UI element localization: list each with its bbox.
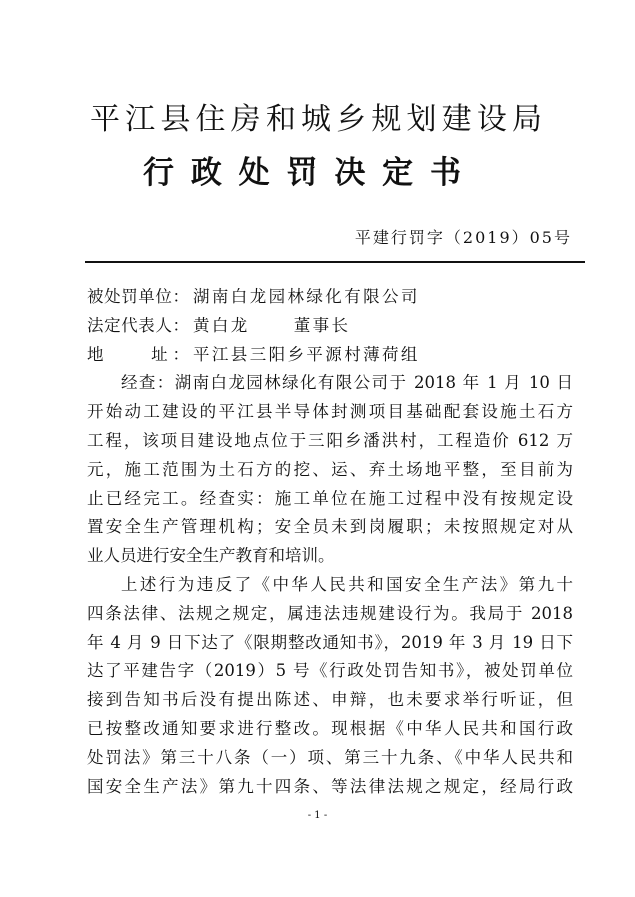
paragraph-line: 上述行为违反了《中华人民共和国安全生产法》第九十 (121, 574, 573, 594)
paragraph-line: 已按整改通知要求进行整改。现根据《中华人民共和国行政 (87, 718, 573, 738)
page-number: - 1 - (307, 810, 328, 821)
penalized-unit-row (87, 283, 573, 312)
address-value: 平江县三阳乡平源村薄荷组 (193, 344, 420, 364)
legal-rep-row (87, 312, 573, 341)
paragraph-line: 国安全生产法》第九十四条、等法律法规之规定，经局行政 (87, 776, 573, 796)
paragraph-line: 经查：湖南白龙园林绿化有限公司于 2018 年 1 月 10 日 (121, 373, 573, 393)
paragraph-line: 处罚法》第三十八条（一）项、第三十九条、《中华人民共和 (87, 747, 573, 767)
document-number: 平建行罚字（2019）05号 (354, 228, 572, 247)
legal-rep-name: 黄白龙 (193, 315, 250, 335)
legal-rep-title: 董事长 (293, 315, 351, 335)
paragraph-line: 四条法律、法规之规定，属违法违规建设行为。我局于 2018 (87, 603, 573, 623)
paragraph-line: 业人员进行安全生产教育和培训。 (87, 546, 335, 566)
paragraph-line: 置安全生产管理机构；安全员未到岗履职；未按照规定对从 (87, 517, 573, 537)
document-body (87, 283, 573, 801)
body-paragraphs (87, 369, 573, 801)
agency-name: 平江县住房和城乡规划建设局 (90, 102, 542, 137)
legal-rep-label: 法定代表人： (87, 315, 189, 335)
paragraph (87, 571, 573, 801)
paragraph-line: 开始动工建设的平江县半导体封测项目基础配套设施土石方 (87, 402, 573, 422)
penalized-unit-value: 湖南白龙园林绿化有限公司 (193, 287, 420, 306)
address-row (87, 341, 573, 370)
paragraph-line: 接到告知书后没有提出陈述、申辩，也未要求举行听证，但 (87, 690, 573, 710)
penalized-unit-label: 被处罚单位： (87, 287, 189, 306)
paragraph-line: 止已经完工。经查实：施工单位在施工过程中没有按规定设 (87, 488, 573, 508)
paragraph (87, 369, 573, 571)
address-label: 地 址： (87, 344, 189, 364)
paragraph-line: 达了平建告字（2019）5 号《行政处罚告知书》，被处罚单位 (87, 661, 573, 681)
paragraph-line: 年 4 月 9 日下达了《限期整改通知书》，2019 年 3 月 19 日下 (87, 632, 573, 652)
header-divider (85, 261, 585, 263)
paragraph-line: 元，施工范围为土石方的挖、运、弃土场地平整，至目前为 (87, 459, 573, 479)
document-title: 行政处罚决定书 (143, 155, 461, 191)
paragraph-line: 工程，该项目建设地点位于三阳乡潘洪村，工程造价 612 万 (87, 430, 573, 450)
